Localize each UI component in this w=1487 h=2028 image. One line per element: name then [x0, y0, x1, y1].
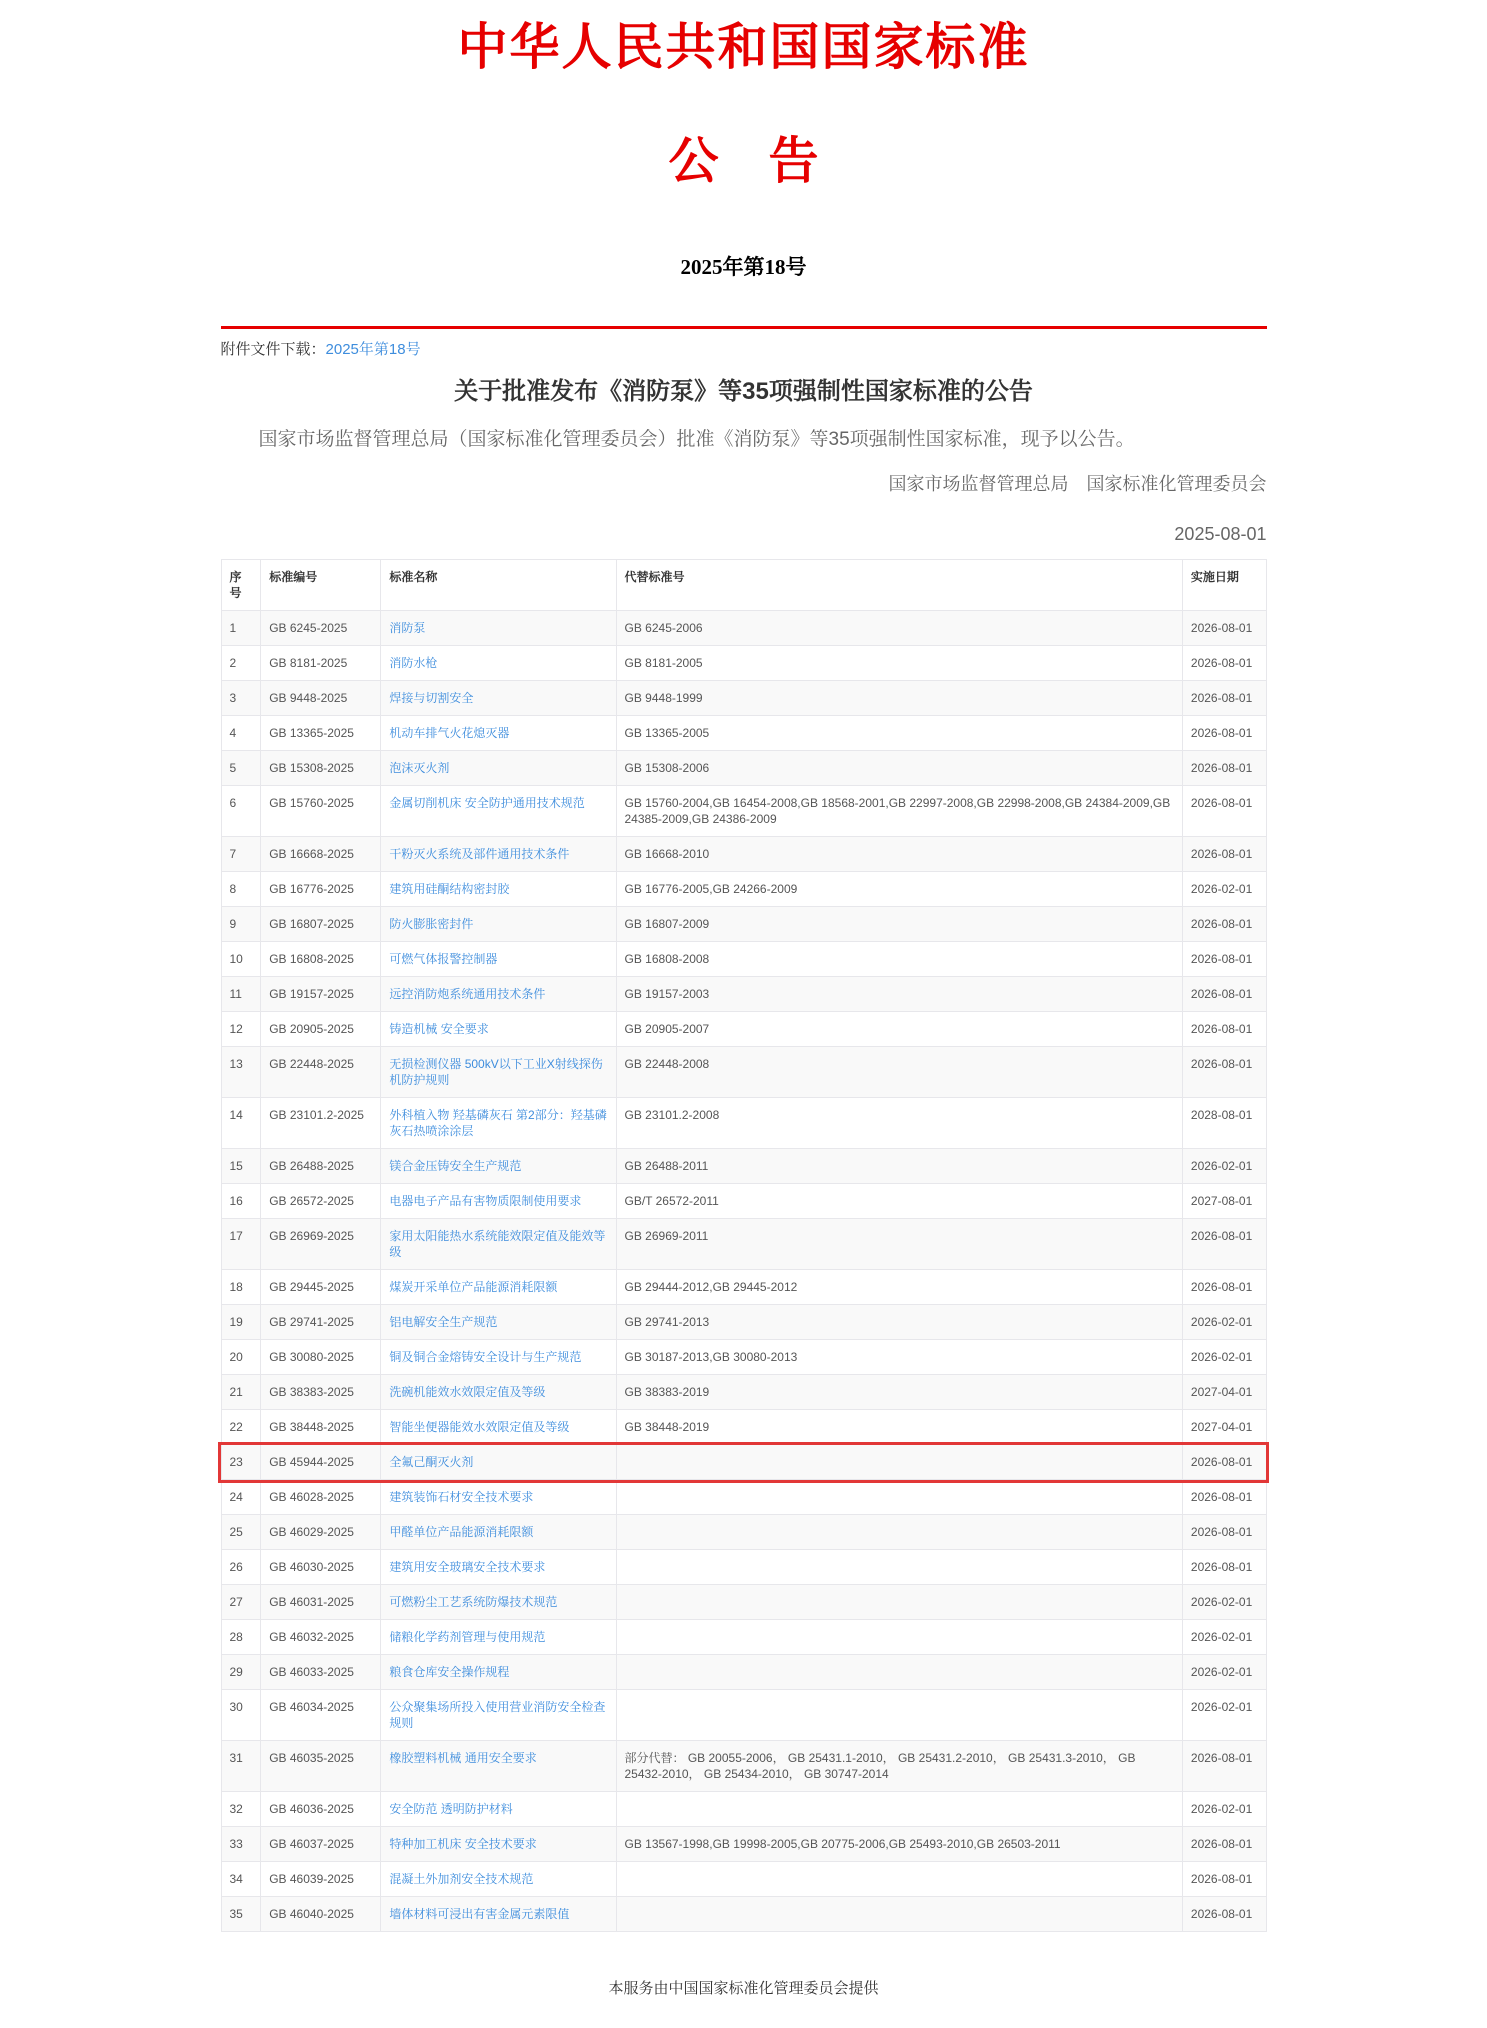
announcement-heading: 公 告 — [668, 133, 819, 189]
cell-standard-name — [381, 1515, 616, 1550]
cell-replaced-code — [616, 1862, 1182, 1897]
cell-index: 23 — [221, 1445, 261, 1480]
cell-index: 30 — [221, 1690, 261, 1741]
standard-name-link[interactable]: 洗碗机能效水效限定值及等级 — [389, 1385, 546, 1399]
cell-index: 26 — [221, 1550, 261, 1585]
cell-standard-code: GB 15308-2025 — [261, 751, 381, 786]
standard-name-link[interactable]: 镁合金压铸安全生产规范 — [389, 1159, 522, 1173]
table-row — [221, 1219, 1266, 1270]
cell-standard-code: GB 46029-2025 — [261, 1515, 381, 1550]
cell-index: 3 — [221, 681, 261, 716]
cell-standard-name — [381, 1655, 616, 1690]
cell-implementation-date: 2026-08-01 — [1182, 1480, 1266, 1515]
cell-index: 25 — [221, 1515, 261, 1550]
cell-implementation-date: 2026-08-01 — [1182, 1550, 1266, 1585]
table-row — [221, 872, 1266, 907]
cell-replaced-code: GB 22448-2008 — [616, 1047, 1182, 1098]
cell-standard-name — [381, 611, 616, 646]
cell-standard-code: GB 46033-2025 — [261, 1655, 381, 1690]
cell-replaced-code — [616, 1690, 1182, 1741]
notice-body: 国家市场监督管理总局（国家标准化管理委员会）批准《消防泵》等35项强制性国家标准，现予以公告。 — [258, 429, 1135, 450]
cell-standard-code: GB 46034-2025 — [261, 1690, 381, 1741]
cell-implementation-date: 2026-08-01 — [1182, 611, 1266, 646]
table-row — [221, 1305, 1266, 1340]
cell-index: 28 — [221, 1620, 261, 1655]
col-header-implementation-date: 实施日期 — [1182, 560, 1266, 611]
cell-standard-name — [381, 1340, 616, 1375]
cell-standard-name — [381, 1741, 616, 1792]
standard-name-link[interactable]: 煤炭开采单位产品能源消耗限额 — [389, 1280, 558, 1294]
cell-index: 19 — [221, 1305, 261, 1340]
col-header-standard-code: 标准编号 — [261, 560, 381, 611]
cell-implementation-date: 2026-02-01 — [1182, 1305, 1266, 1340]
cell-standard-code: GB 46028-2025 — [261, 1480, 381, 1515]
cell-replaced-code — [616, 1445, 1182, 1480]
standard-name-link[interactable]: 储粮化学药剂管理与使用规范 — [389, 1630, 546, 1644]
cell-standard-code: GB 26488-2025 — [261, 1149, 381, 1184]
cell-standard-code: GB 46035-2025 — [261, 1741, 381, 1792]
attachment-link[interactable]: 2025年第18号 — [325, 341, 421, 358]
cell-implementation-date: 2027-04-01 — [1182, 1410, 1266, 1445]
cell-replaced-code: GB 6245-2006 — [616, 611, 1182, 646]
cell-standard-code: GB 26969-2025 — [261, 1219, 381, 1270]
col-header-standard-name: 标准名称 — [381, 560, 616, 611]
cell-standard-code: GB 30080-2025 — [261, 1340, 381, 1375]
cell-standard-name — [381, 837, 616, 872]
cell-standard-name — [381, 1305, 616, 1340]
standard-name-link[interactable]: 甲醛单位产品能源消耗限额 — [389, 1525, 534, 1539]
cell-index: 21 — [221, 1375, 261, 1410]
announcement-page — [221, 0, 1267, 2028]
cell-standard-name — [381, 1792, 616, 1827]
cell-standard-code: GB 15760-2025 — [261, 786, 381, 837]
cell-index: 32 — [221, 1792, 261, 1827]
cell-standard-code: GB 16807-2025 — [261, 907, 381, 942]
cell-index: 5 — [221, 751, 261, 786]
cell-standard-name — [381, 1047, 616, 1098]
standard-name-link[interactable]: 干粉灭火系统及部件通用技术条件 — [389, 847, 570, 861]
cell-standard-code: GB 38383-2025 — [261, 1375, 381, 1410]
standard-name-link[interactable]: 混凝土外加剂安全技术规范 — [389, 1872, 534, 1886]
table-row — [221, 837, 1266, 872]
cell-standard-code: GB 46037-2025 — [261, 1827, 381, 1862]
cell-standard-code: GB 16668-2025 — [261, 837, 381, 872]
cell-index: 35 — [221, 1897, 261, 1932]
standard-name-link[interactable]: 家用太阳能热水系统能效限定值及能效等级 — [389, 1229, 606, 1259]
cell-implementation-date: 2027-08-01 — [1182, 1184, 1266, 1219]
cell-index: 4 — [221, 716, 261, 751]
standard-name-link[interactable]: 电器电子产品有害物质限制使用要求 — [389, 1194, 582, 1208]
cell-replaced-code: GB 13567-1998,GB 19998-2005,GB 20775-2006,GB 25493-2010,GB 26503-2011 — [616, 1827, 1182, 1862]
cell-implementation-date: 2026-08-01 — [1182, 977, 1266, 1012]
cell-standard-name — [381, 1445, 616, 1480]
footer-text: 本服务由中国国家标准化管理委员会提供 — [608, 1980, 879, 1997]
cell-replaced-code — [616, 1655, 1182, 1690]
cell-replaced-code: GB 16776-2005,GB 24266-2009 — [616, 872, 1182, 907]
cell-standard-name — [381, 1098, 616, 1149]
table-row — [221, 681, 1266, 716]
cell-standard-name — [381, 1410, 616, 1445]
cell-index: 9 — [221, 907, 261, 942]
cell-replaced-code: GB 15308-2006 — [616, 751, 1182, 786]
table-row — [221, 1149, 1266, 1184]
cell-implementation-date: 2026-08-01 — [1182, 1862, 1266, 1897]
cell-standard-code: GB 9448-2025 — [261, 681, 381, 716]
table-row — [221, 1340, 1266, 1375]
standard-name-link[interactable]: 铝电解安全生产规范 — [389, 1315, 498, 1329]
cell-standard-code: GB 26572-2025 — [261, 1184, 381, 1219]
standard-name-link[interactable]: 可燃粉尘工艺系统防爆技术规范 — [389, 1595, 558, 1609]
cell-standard-code: GB 46036-2025 — [261, 1792, 381, 1827]
table-row — [221, 1620, 1266, 1655]
cell-implementation-date: 2026-02-01 — [1182, 1690, 1266, 1741]
cell-implementation-date: 2026-08-01 — [1182, 1270, 1266, 1305]
standard-name-link[interactable]: 远控消防炮系统通用技术条件 — [389, 987, 546, 1001]
cell-standard-name — [381, 716, 616, 751]
cell-index: 11 — [221, 977, 261, 1012]
table-row-highlighted — [221, 1445, 1266, 1480]
cell-implementation-date: 2026-02-01 — [1182, 1655, 1266, 1690]
cell-replaced-code: GB 29444-2012,GB 29445-2012 — [616, 1270, 1182, 1305]
table-row — [221, 716, 1266, 751]
cell-index: 13 — [221, 1047, 261, 1098]
cell-implementation-date: 2026-08-01 — [1182, 1012, 1266, 1047]
cell-standard-name — [381, 1270, 616, 1305]
cell-index: 6 — [221, 786, 261, 837]
publication-date: 2025-08-01 — [1174, 524, 1267, 544]
cell-replaced-code — [616, 1550, 1182, 1585]
cell-standard-name — [381, 1897, 616, 1932]
cell-replaced-code: GB 16808-2008 — [616, 942, 1182, 977]
cell-implementation-date: 2026-08-01 — [1182, 1047, 1266, 1098]
cell-standard-code: GB 29445-2025 — [261, 1270, 381, 1305]
cell-implementation-date: 2026-08-01 — [1182, 1219, 1266, 1270]
page-title: 中华人民共和国国家标准 — [457, 19, 1030, 75]
col-header-replaced-code: 代替标准号 — [616, 560, 1182, 611]
table-row — [221, 1270, 1266, 1305]
standard-name-link[interactable]: 建筑用安全玻璃安全技术要求 — [389, 1560, 546, 1574]
cell-implementation-date: 2026-02-01 — [1182, 1149, 1266, 1184]
cell-replaced-code: GB 16807-2009 — [616, 907, 1182, 942]
table-row — [221, 1515, 1266, 1550]
cell-index: 17 — [221, 1219, 261, 1270]
cell-index: 22 — [221, 1410, 261, 1445]
table-row — [221, 1480, 1266, 1515]
cell-implementation-date: 2026-08-01 — [1182, 837, 1266, 872]
cell-index: 8 — [221, 872, 261, 907]
cell-standard-name — [381, 1219, 616, 1270]
cell-implementation-date: 2026-08-01 — [1182, 1897, 1266, 1932]
cell-standard-name — [381, 646, 616, 681]
cell-replaced-code: GB 23101.2-2008 — [616, 1098, 1182, 1149]
cell-standard-name — [381, 1184, 616, 1219]
cell-replaced-code: GB 15760-2004,GB 16454-2008,GB 18568-2001,GB 22997-2008,GB 22998-2008,GB 24384-2009,GB 24385-2009,GB 24386-2009 — [616, 786, 1182, 837]
cell-implementation-date: 2026-08-01 — [1182, 681, 1266, 716]
table-row — [221, 907, 1266, 942]
table-row — [221, 942, 1266, 977]
cell-standard-code: GB 19157-2025 — [261, 977, 381, 1012]
cell-standard-code: GB 46039-2025 — [261, 1862, 381, 1897]
cell-index: 33 — [221, 1827, 261, 1862]
cell-index: 18 — [221, 1270, 261, 1305]
cell-index: 1 — [221, 611, 261, 646]
cell-replaced-code: GB 26969-2011 — [616, 1219, 1182, 1270]
cell-standard-code: GB 22448-2025 — [261, 1047, 381, 1098]
cell-standard-name — [381, 977, 616, 1012]
cell-index: 31 — [221, 1741, 261, 1792]
standard-name-link[interactable]: 粮食仓库安全操作规程 — [389, 1665, 510, 1679]
cell-standard-code: GB 46032-2025 — [261, 1620, 381, 1655]
standard-name-link[interactable]: 焊接与切割安全 — [389, 691, 474, 705]
standard-name-link[interactable]: 消防水枪 — [389, 656, 438, 670]
cell-replaced-code: 部分代替： GB 20055-2006， GB 25431.1-2010， GB 25431.2-2010， GB 25431.3-2010， GB 25432-2010， GB 25434-2010， GB 30747-2014 — [616, 1741, 1182, 1792]
table-row — [221, 1375, 1266, 1410]
cell-standard-name — [381, 1550, 616, 1585]
table-row — [221, 1098, 1266, 1149]
cell-index: 2 — [221, 646, 261, 681]
cell-implementation-date: 2026-08-01 — [1182, 716, 1266, 751]
cell-replaced-code — [616, 1792, 1182, 1827]
cell-standard-name — [381, 1620, 616, 1655]
cell-replaced-code: GB 8181-2005 — [616, 646, 1182, 681]
standard-name-link[interactable]: 智能坐便器能效水效限定值及等级 — [389, 1420, 570, 1434]
cell-implementation-date: 2027-04-01 — [1182, 1375, 1266, 1410]
cell-implementation-date: 2026-08-01 — [1182, 942, 1266, 977]
table-row — [221, 1897, 1266, 1932]
cell-standard-code: GB 8181-2025 — [261, 646, 381, 681]
cell-replaced-code: GB/T 26572-2011 — [616, 1184, 1182, 1219]
table-row — [221, 751, 1266, 786]
cell-standard-code: GB 45944-2025 — [261, 1445, 381, 1480]
standard-name-link[interactable]: 全氟己酮灭火剂 — [389, 1455, 474, 1469]
cell-standard-code: GB 46031-2025 — [261, 1585, 381, 1620]
table-row — [221, 1690, 1266, 1741]
cell-standard-code: GB 16776-2025 — [261, 872, 381, 907]
cell-replaced-code — [616, 1515, 1182, 1550]
cell-replaced-code: GB 19157-2003 — [616, 977, 1182, 1012]
cell-replaced-code: GB 38383-2019 — [616, 1375, 1182, 1410]
cell-standard-code: GB 29741-2025 — [261, 1305, 381, 1340]
table-row — [221, 1047, 1266, 1098]
cell-standard-code: GB 6245-2025 — [261, 611, 381, 646]
cell-standard-name — [381, 681, 616, 716]
cell-replaced-code: GB 30187-2013,GB 30080-2013 — [616, 1340, 1182, 1375]
cell-standard-code: GB 16808-2025 — [261, 942, 381, 977]
cell-replaced-code — [616, 1480, 1182, 1515]
standard-name-link[interactable]: 公众聚集场所投入使用营业消防安全检查规则 — [389, 1700, 606, 1730]
cell-standard-name — [381, 1012, 616, 1047]
cell-replaced-code: GB 9448-1999 — [616, 681, 1182, 716]
cell-index: 27 — [221, 1585, 261, 1620]
standards-table — [221, 559, 1267, 1932]
cell-implementation-date: 2026-08-01 — [1182, 1827, 1266, 1862]
cell-standard-name — [381, 1827, 616, 1862]
table-row — [221, 1655, 1266, 1690]
cell-standard-name — [381, 1375, 616, 1410]
standard-name-link[interactable]: 建筑用硅酮结构密封胶 — [389, 882, 510, 896]
cell-standard-code: GB 20905-2025 — [261, 1012, 381, 1047]
standard-name-link[interactable]: 特种加工机床 安全技术要求 — [389, 1837, 537, 1851]
standard-name-link[interactable]: 消防泵 — [389, 621, 426, 635]
cell-standard-name — [381, 942, 616, 977]
table-row — [221, 786, 1266, 837]
standard-name-link[interactable]: 无损检测仪器 500kV以下工业X射线探伤机防护规则 — [389, 1057, 603, 1087]
standard-name-link[interactable]: 铜及铜合金熔铸安全设计与生产规范 — [389, 1350, 582, 1364]
cell-standard-name — [381, 1862, 616, 1897]
cell-implementation-date: 2026-08-01 — [1182, 786, 1266, 837]
standard-name-link[interactable]: 防火膨胀密封件 — [389, 917, 474, 931]
standard-name-link[interactable]: 建筑装饰石材安全技术要求 — [389, 1490, 534, 1504]
cell-standard-name — [381, 1149, 616, 1184]
table-row — [221, 1792, 1266, 1827]
cell-replaced-code: GB 20905-2007 — [616, 1012, 1182, 1047]
cell-standard-code: GB 23101.2-2025 — [261, 1098, 381, 1149]
cell-standard-code: GB 13365-2025 — [261, 716, 381, 751]
cell-replaced-code: GB 29741-2013 — [616, 1305, 1182, 1340]
cell-index: 15 — [221, 1149, 261, 1184]
table-row — [221, 1741, 1266, 1792]
notice-title: 关于批准发布《消防泵》等35项强制性国家标准的公告 — [454, 378, 1033, 405]
cell-index: 14 — [221, 1098, 261, 1149]
col-header-index: 序号 — [221, 560, 261, 611]
cell-standard-code: GB 38448-2025 — [261, 1410, 381, 1445]
standard-name-link[interactable]: 金属切削机床 安全防护通用技术规范 — [389, 796, 585, 810]
table-row — [221, 1585, 1266, 1620]
standard-name-link[interactable]: 橡胶塑料机械 通用安全要求 — [389, 1751, 537, 1765]
cell-standard-name — [381, 1690, 616, 1741]
cell-index: 12 — [221, 1012, 261, 1047]
table-row — [221, 1827, 1266, 1862]
cell-implementation-date: 2026-02-01 — [1182, 1340, 1266, 1375]
table-row — [221, 1550, 1266, 1585]
standard-name-link[interactable]: 泡沫灭火剂 — [389, 761, 450, 775]
cell-replaced-code: GB 13365-2005 — [616, 716, 1182, 751]
issue-number: 2025年第18号 — [680, 255, 807, 279]
cell-index: 20 — [221, 1340, 261, 1375]
red-divider — [221, 326, 1267, 329]
cell-standard-name — [381, 751, 616, 786]
cell-standard-name — [381, 907, 616, 942]
cell-standard-name — [381, 1480, 616, 1515]
table-row — [221, 646, 1266, 681]
cell-implementation-date: 2026-08-01 — [1182, 1741, 1266, 1792]
table-header-row — [221, 560, 1266, 611]
table-row — [221, 1410, 1266, 1445]
cell-replaced-code: GB 26488-2011 — [616, 1149, 1182, 1184]
cell-implementation-date: 2026-08-01 — [1182, 646, 1266, 681]
cell-standard-name — [381, 1585, 616, 1620]
table-row — [221, 611, 1266, 646]
cell-index: 29 — [221, 1655, 261, 1690]
cell-replaced-code — [616, 1897, 1182, 1932]
cell-index: 34 — [221, 1862, 261, 1897]
standard-name-link[interactable]: 铸造机械 安全要求 — [389, 1022, 489, 1036]
cell-replaced-code: GB 38448-2019 — [616, 1410, 1182, 1445]
cell-replaced-code: GB 16668-2010 — [616, 837, 1182, 872]
cell-implementation-date: 2026-08-01 — [1182, 751, 1266, 786]
standard-name-link[interactable]: 外科植入物 羟基磷灰石 第2部分：羟基磷灰石热喷涂涂层 — [389, 1108, 607, 1138]
cell-index: 10 — [221, 942, 261, 977]
cell-implementation-date: 2026-08-01 — [1182, 1445, 1266, 1480]
standard-name-link[interactable]: 可燃气体报警控制器 — [389, 952, 498, 966]
cell-implementation-date: 2026-02-01 — [1182, 1792, 1266, 1827]
cell-implementation-date: 2026-08-01 — [1182, 907, 1266, 942]
table-row — [221, 1184, 1266, 1219]
cell-standard-name — [381, 872, 616, 907]
cell-replaced-code — [616, 1620, 1182, 1655]
cell-implementation-date: 2026-08-01 — [1182, 1515, 1266, 1550]
table-row — [221, 1012, 1266, 1047]
cell-index: 24 — [221, 1480, 261, 1515]
cell-implementation-date: 2028-08-01 — [1182, 1098, 1266, 1149]
standard-name-link[interactable]: 安全防范 透明防护材料 — [389, 1802, 513, 1816]
cell-standard-code: GB 46040-2025 — [261, 1897, 381, 1932]
cell-implementation-date: 2026-02-01 — [1182, 872, 1266, 907]
cell-standard-code: GB 46030-2025 — [261, 1550, 381, 1585]
cell-index: 7 — [221, 837, 261, 872]
attachment-row — [221, 339, 1267, 361]
standard-name-link[interactable]: 墙体材料可浸出有害金属元素限值 — [389, 1907, 570, 1921]
cell-implementation-date: 2026-02-01 — [1182, 1620, 1266, 1655]
cell-implementation-date: 2026-02-01 — [1182, 1585, 1266, 1620]
cell-replaced-code — [616, 1585, 1182, 1620]
issuer-signature: 国家市场监督管理总局 国家标准化管理委员会 — [888, 474, 1267, 494]
table-row — [221, 977, 1266, 1012]
table-row — [221, 1862, 1266, 1897]
cell-index: 16 — [221, 1184, 261, 1219]
standard-name-link[interactable]: 机动车排气火花熄灭器 — [389, 726, 510, 740]
attachment-label: 附件文件下载： — [220, 341, 326, 358]
cell-standard-name — [381, 786, 616, 837]
